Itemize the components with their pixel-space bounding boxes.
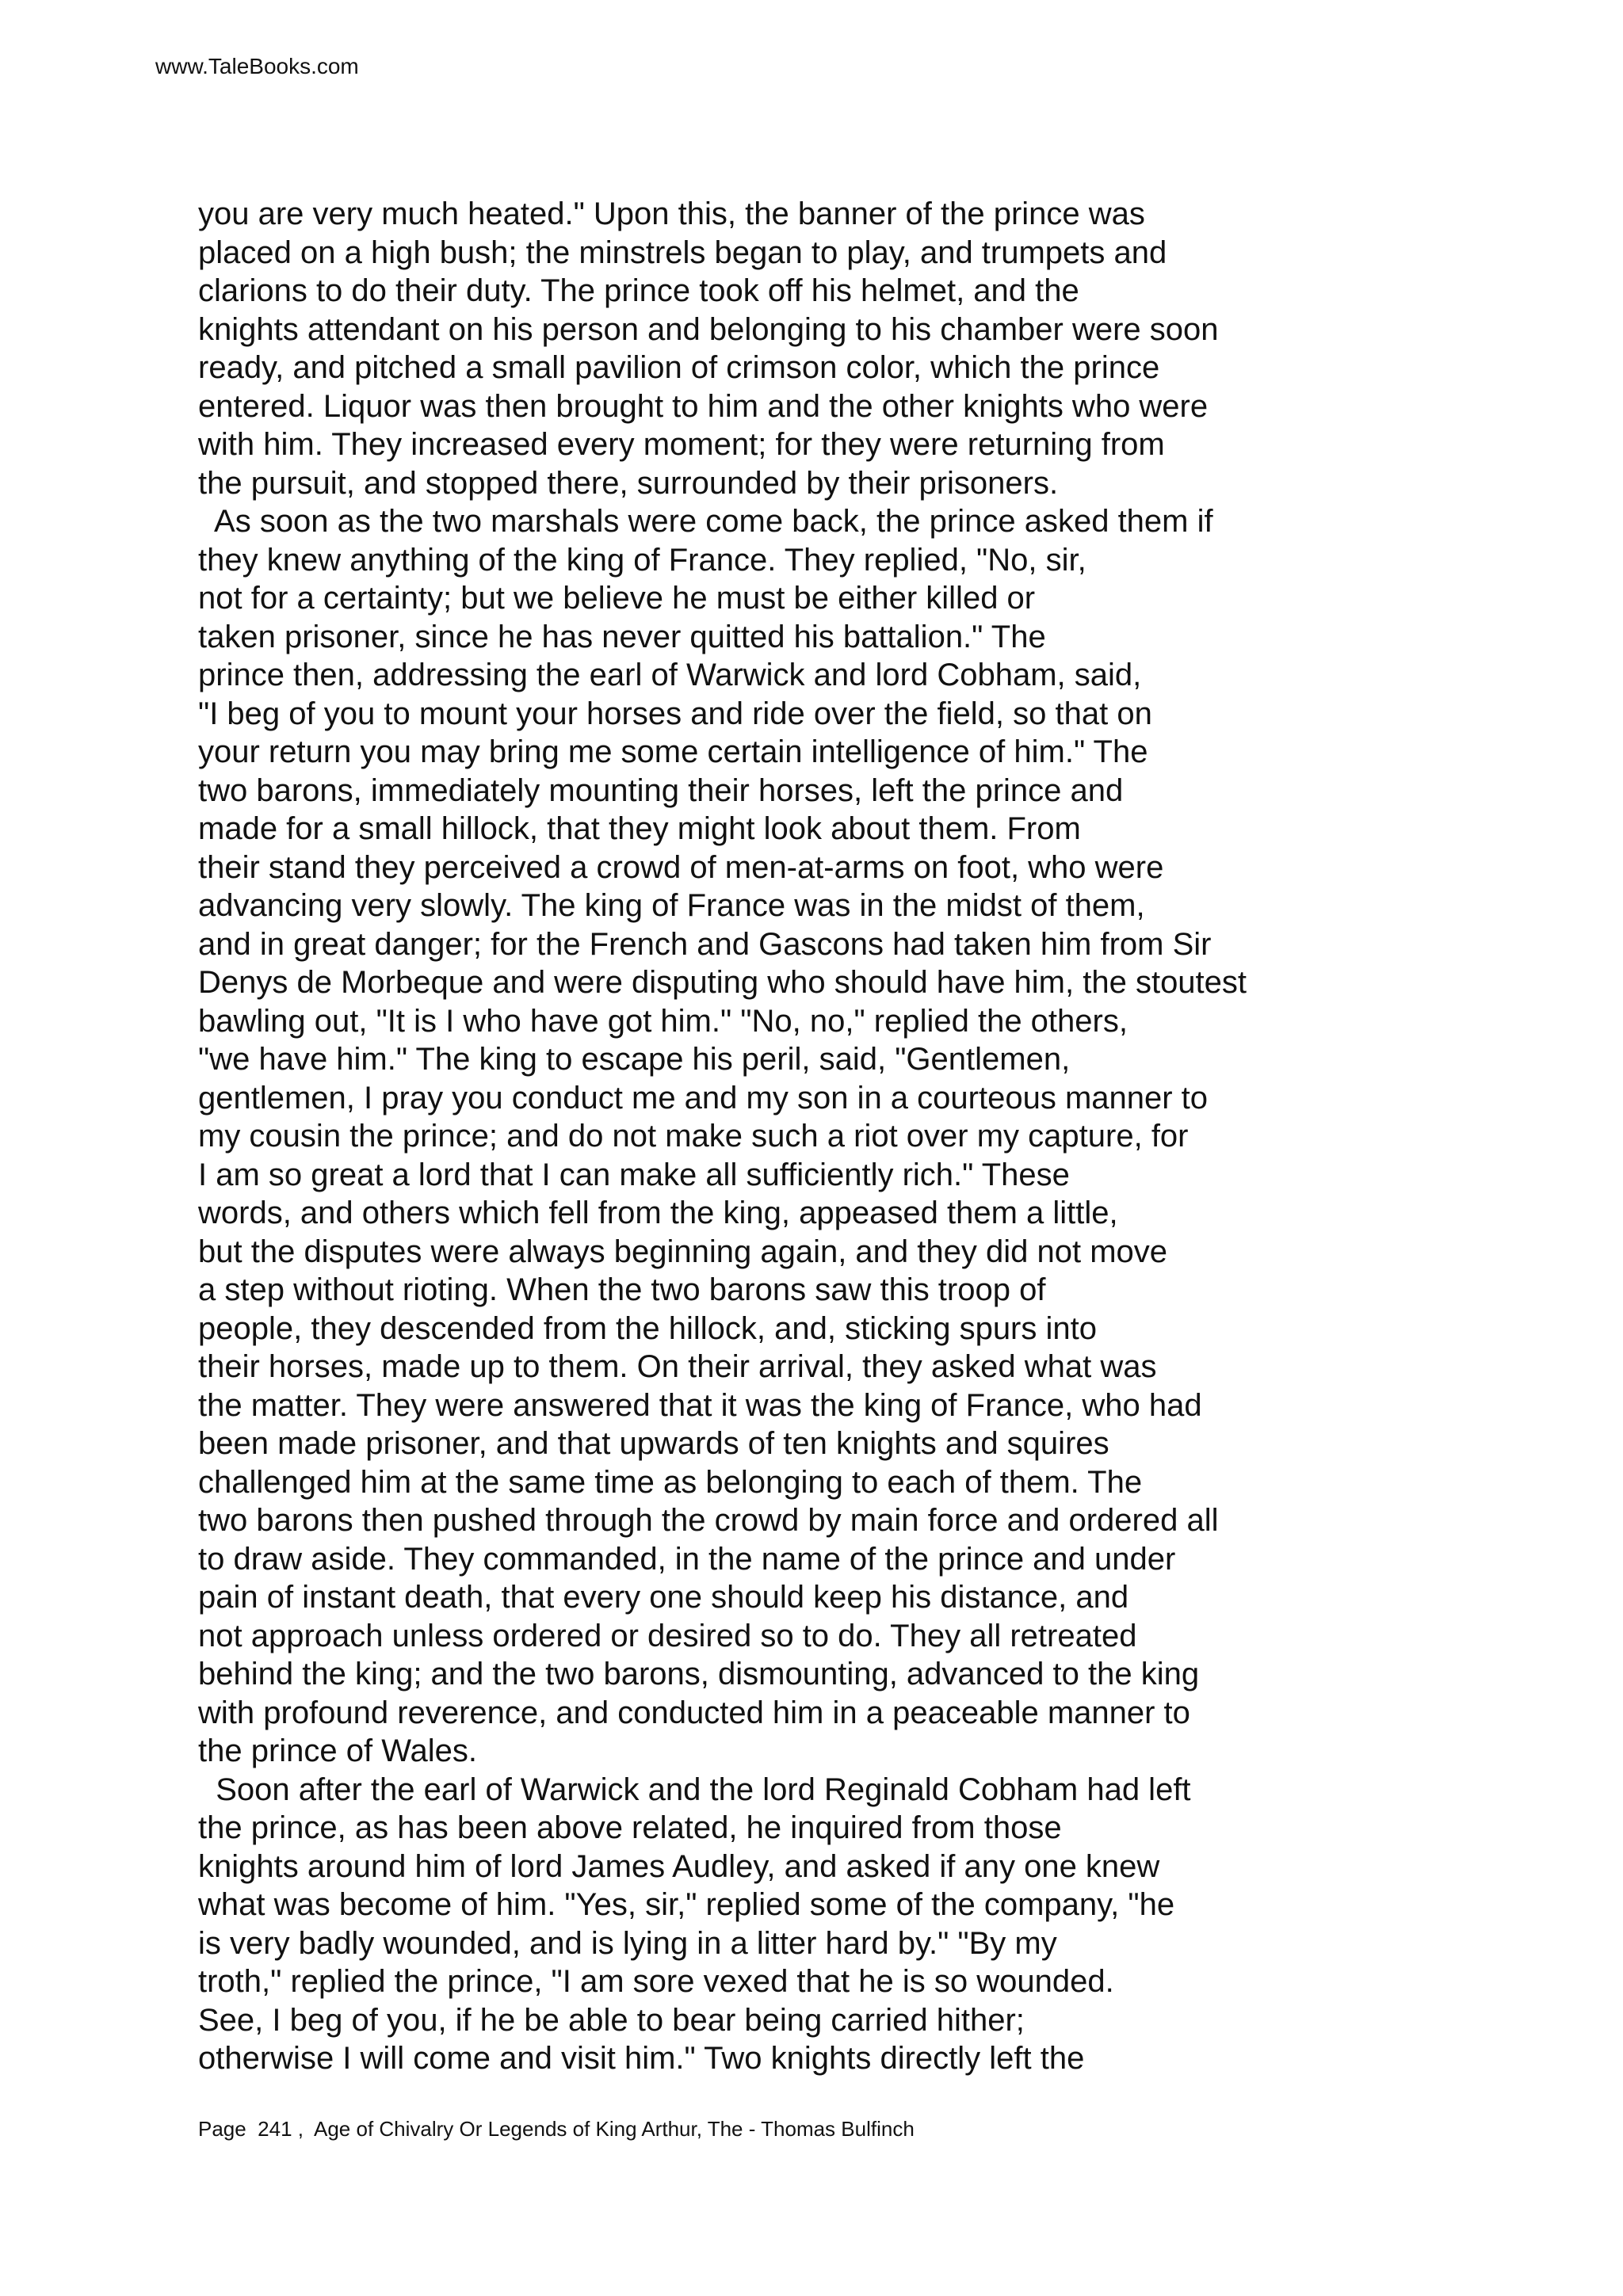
text-line: "I beg of you to mount your horses and ride over the field, so that on — [198, 696, 1152, 731]
text-line: two barons, immediately mounting their horses, left the prince and — [198, 772, 1124, 808]
text-line: two barons then pushed through the crowd by main force and ordered all — [198, 1503, 1219, 1538]
text-line: ready, and pitched a small pavilion of crimson color, which the prince — [198, 350, 1160, 385]
page-footer: Page 241 , Age of Chivalry Or Legends of King Arthur, The - Thomas Bulfinch — [198, 2117, 915, 2141]
text-line: pain of instant death, that every one should keep his distance, and — [198, 1580, 1129, 1615]
text-line: made for a small hillock, that they might look about them. From — [198, 811, 1081, 846]
text-line: See, I beg of you, if he be able to bear being carried hither; — [198, 2002, 1025, 2038]
text-line: knights around him of lord James Audley, and asked if any one knew — [198, 1848, 1160, 1884]
text-line: the prince, as has been above related, he inquired from those — [198, 1810, 1062, 1845]
text-line: their stand they perceived a crowd of men-at-arms on foot, who were — [198, 849, 1164, 885]
text-line: entered. Liquor was then brought to him and the other knights who were — [198, 388, 1209, 424]
text-line: prince then, addressing the earl of Warwick and lord Cobham, said, — [198, 658, 1142, 692]
text-line: you are very much heated." Upon this, the banner of the prince was — [198, 196, 1145, 231]
text-line: the prince of Wales. — [198, 1733, 478, 1768]
text-line: not for a certainty; but we believe he must be either killed or — [198, 581, 1036, 616]
text-line: been made prisoner, and that upwards of ten knights and squires — [198, 1426, 1109, 1461]
text-line: with him. They increased every moment; for they were returning from — [198, 427, 1165, 462]
text-line: advancing very slowly. The king of France was in the midst of them, — [198, 888, 1145, 923]
text-line: their horses, made up to them. On their arrival, they asked what was — [198, 1349, 1157, 1384]
site-link[interactable]: www.TaleBooks.com — [155, 54, 359, 78]
text-line: the matter. They were answered that it was the king of France, who had — [198, 1387, 1202, 1423]
text-line: not approach unless ordered or desired so to do. They all retreated — [198, 1618, 1137, 1653]
text-line: clarions to do their duty. The prince took off his helmet, and the — [198, 273, 1079, 308]
text-line: bawling out, "It is I who have got him." "No, no," replied the others, — [198, 1003, 1128, 1039]
text-line: to draw aside. They commanded, in the name of the prince and under — [198, 1541, 1176, 1577]
text-line: but the disputes were always beginning again, and they did not move — [198, 1234, 1168, 1269]
text-line: people, they descended from the hillock, and, sticking spurs into — [198, 1310, 1097, 1346]
text-line: and in great danger; for the French and Gascons had taken him from Sir — [198, 926, 1212, 962]
text-line: they knew anything of the king of France. They replied, "No, sir, — [198, 542, 1086, 578]
text-line: placed on a high bush; the minstrels began to play, and trumpets and — [198, 235, 1167, 270]
text-line: As soon as the two marshals were come back, the prince asked them if — [198, 504, 1213, 539]
text-line: gentlemen, I pray you conduct me and my son in a courteous manner to — [198, 1080, 1209, 1116]
text-line: what was become of him. "Yes, sir," replied some of the company, "he — [198, 1887, 1175, 1922]
text-line: taken prisoner, since he has never quitted his battalion." The — [198, 619, 1046, 654]
text-line: Soon after the earl of Warwick and the lord Reginald Cobham had left — [198, 1772, 1191, 1807]
text-line: Denys de Morbeque and were disputing who should have him, the stoutest — [198, 965, 1247, 1000]
text-line: behind the king; and the two barons, dismounting, advanced to the king — [198, 1657, 1200, 1691]
text-line: I am so great a lord that I can make all sufficiently rich." These — [198, 1157, 1070, 1192]
text-line: the pursuit, and stopped there, surrounded by their prisoners. — [198, 465, 1059, 501]
text-line: challenged him at the same time as belonging to each of them. The — [198, 1464, 1143, 1500]
text-line: troth," replied the prince, "I am sore vexed that he is so wounded. — [198, 1964, 1114, 1999]
text-line: is very badly wounded, and is lying in a litter hard by." "By my — [198, 1925, 1057, 1961]
text-line: knights attendant on his person and belonging to his chamber were soon — [198, 311, 1219, 347]
text-line: a step without rioting. When the two barons saw this troop of — [198, 1272, 1046, 1307]
text-line: your return you may bring me some certain intelligence of him." The — [198, 734, 1148, 769]
text-line: "we have him." The king to escape his peril, said, "Gentlemen, — [198, 1042, 1071, 1077]
page-body-text — [198, 195, 1545, 2078]
text-line: my cousin the prince; and do not make such a riot over my capture, for — [198, 1119, 1189, 1154]
text-line: words, and others which fell from the king, appeased them a little, — [198, 1196, 1118, 1230]
text-line: with profound reverence, and conducted him in a peaceable manner to — [198, 1695, 1190, 1730]
text-line: otherwise I will come and visit him." Two knights directly left the — [198, 2041, 1085, 2076]
